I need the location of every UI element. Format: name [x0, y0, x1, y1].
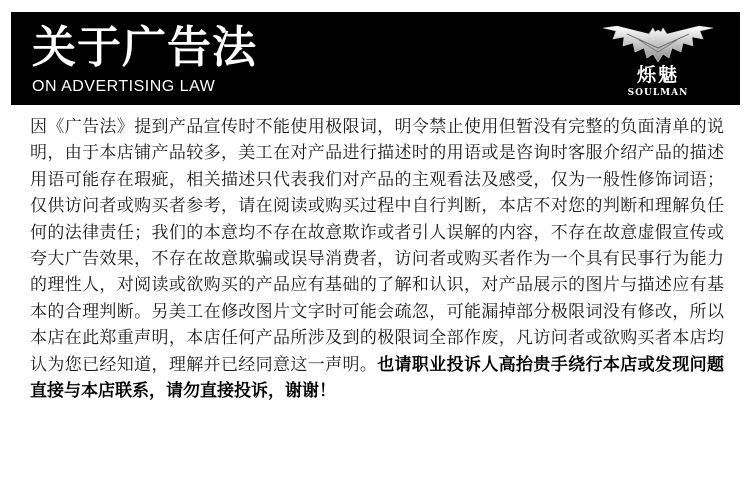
notice-emphasis: 也请职业投诉人高抬贵手绕行本店或发现问题直接与本店联系，请勿直接投诉，谢谢！ — [30, 354, 725, 402]
brand-name-cn: 烁魅 — [636, 64, 679, 86]
brand-name-en: SOULMAN — [627, 88, 689, 98]
header-banner — [11, 12, 740, 105]
page-title: 关于广告法 — [32, 22, 257, 73]
advertising-law-notice — [30, 114, 724, 404]
notice-paragraph: 因《广告法》提到产品宣传时不能使用极限词，明令禁止使用但暂没有完整的负面清单的说明，由于本店铺产品较多，美工在对产品进行描述时的用语或是咨询时客服介绍产品的描述用语可能存在瑕疵，相关描述只代表我们对产品的主观看法及感受，仅为一般性修饰词语；仅供访问者或购买者参考，请在阅读或购买过程中自行判断，本店不对您的判断和理解负任何的法律责任；我们的本意均不存在故意欺诈或者引人误解的内容，不存在故意虚假宣传或夸大广告效果，不存在故意欺骗或误导消费者，访问者或购买者作为一个具有民事行为能力的理性人，对阅读或欲购买的产品应有基础的了解和认识，对产品展示的图片与描述应有基本的合理判断。另美工在修改图片文字时可能会疏忽，可能漏掉部分极限词没有修改，所以本店在此郑重声明，本店任何产品所涉及到的极限词全部作废，凡访问者或欲购买者本店均认为您已经知道，理解并已经同意这一声明。 — [30, 117, 724, 375]
bat-emblem-icon — [597, 18, 719, 68]
page-subtitle: ON ADVERTISING LAW — [32, 78, 216, 95]
brand-logo — [597, 18, 719, 102]
